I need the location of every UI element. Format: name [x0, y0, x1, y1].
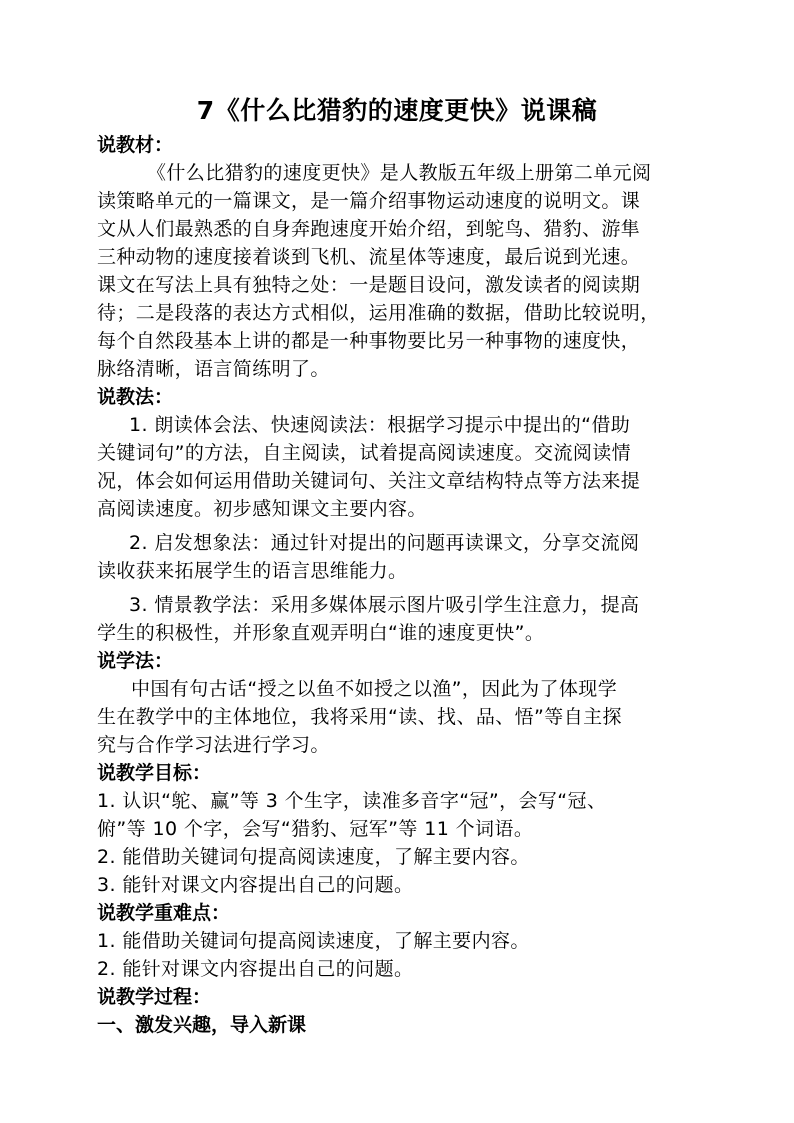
list-item-line: 俯”等 10 个字，会写“猎豹、冠军”等 11 个词语。 — [97, 818, 534, 840]
list-item-line: 学生的积极性，并形象直观弄明白“谁的速度更快”。 — [97, 622, 545, 644]
paragraph-line: 课文在写法上具有独特之处：一是题目设问，激发读者的阅读期 — [97, 274, 641, 296]
list-item-line: 读收获来拓展学生的语言思维能力。 — [97, 560, 408, 582]
list-item-line: 2. 启发想象法：通过针对提出的问题再读课文，分享交流阅 — [129, 532, 640, 554]
list-item-line: 高阅读速度。初步感知课文主要内容。 — [97, 498, 427, 520]
section-heading-focus: 说教学重难点： — [97, 902, 231, 924]
paragraph-line: 中国有句古话“授之以鱼不如授之以渔”，因此为了体现学 — [131, 678, 618, 700]
paragraph-line: 生在教学中的主体地位，我将采用“读、找、品、悟”等自主探 — [97, 706, 622, 728]
section-heading-process: 说教学过程： — [97, 986, 212, 1008]
paragraph-line: 读策略单元的一篇课文，是一篇介绍事物运动速度的说明文。课 — [97, 190, 641, 212]
list-item-line: 3. 能针对课文内容提出自己的问题。 — [97, 874, 414, 896]
document-body — [97, 131, 721, 1039]
paragraph-line: 究与合作学习法进行学习。 — [97, 734, 330, 756]
section-heading-goals: 说教学目标： — [97, 762, 212, 784]
section-heading-learning: 说学法： — [97, 650, 174, 672]
list-item-line: 2. 能针对课文内容提出自己的问题。 — [97, 958, 414, 980]
document-title: 7《什么比猎豹的速度更快》说课稿 — [196, 96, 598, 125]
section-heading-method: 说教法： — [97, 386, 174, 408]
paragraph-line: 《什么比猎豹的速度更快》是人教版五年级上册第二单元阅 — [147, 162, 652, 184]
paragraph-line: 待；二是段落的表达方式相似，运用准确的数据，借助比较说明， — [97, 302, 660, 324]
subheading-process-step-1: 一、激发兴趣，导入新课 — [97, 1014, 307, 1036]
section-heading-material: 说教材： — [97, 134, 174, 156]
list-item-line: 1. 能借助关键词句提高阅读速度，了解主要内容。 — [97, 930, 530, 952]
paragraph-line: 三种动物的速度接着谈到飞机、流星体等速度，最后说到光速。 — [97, 246, 641, 268]
list-item-line: 3. 情景教学法：采用多媒体展示图片吸引学生注意力，提高 — [129, 594, 640, 616]
list-item-line: 2. 能借助关键词句提高阅读速度，了解主要内容。 — [97, 846, 530, 868]
paragraph-line: 文从人们最熟悉的自身奔跑速度开始介绍，到鸵鸟、猎豹、游隼 — [97, 218, 641, 240]
paragraph-line: 脉络清晰，语言简练明了。 — [97, 358, 330, 380]
list-item-line: 况，体会如何运用借助关键词句、关注文章结构特点等方法来提 — [97, 470, 641, 492]
list-item-line: 关键词句”的方法，自主阅读，试着提高阅读速度。交流阅读情 — [97, 442, 632, 464]
paragraph-line: 每个自然段基本上讲的都是一种事物要比另一种事物的速度快， — [97, 330, 641, 352]
list-item-line: 1. 朗读体会法、快速阅读法：根据学习提示中提出的“借助 — [129, 414, 631, 436]
list-item-line: 1. 认识“鸵、赢”等 3 个生字，读准多音字“冠”，会写“冠、 — [97, 790, 607, 812]
